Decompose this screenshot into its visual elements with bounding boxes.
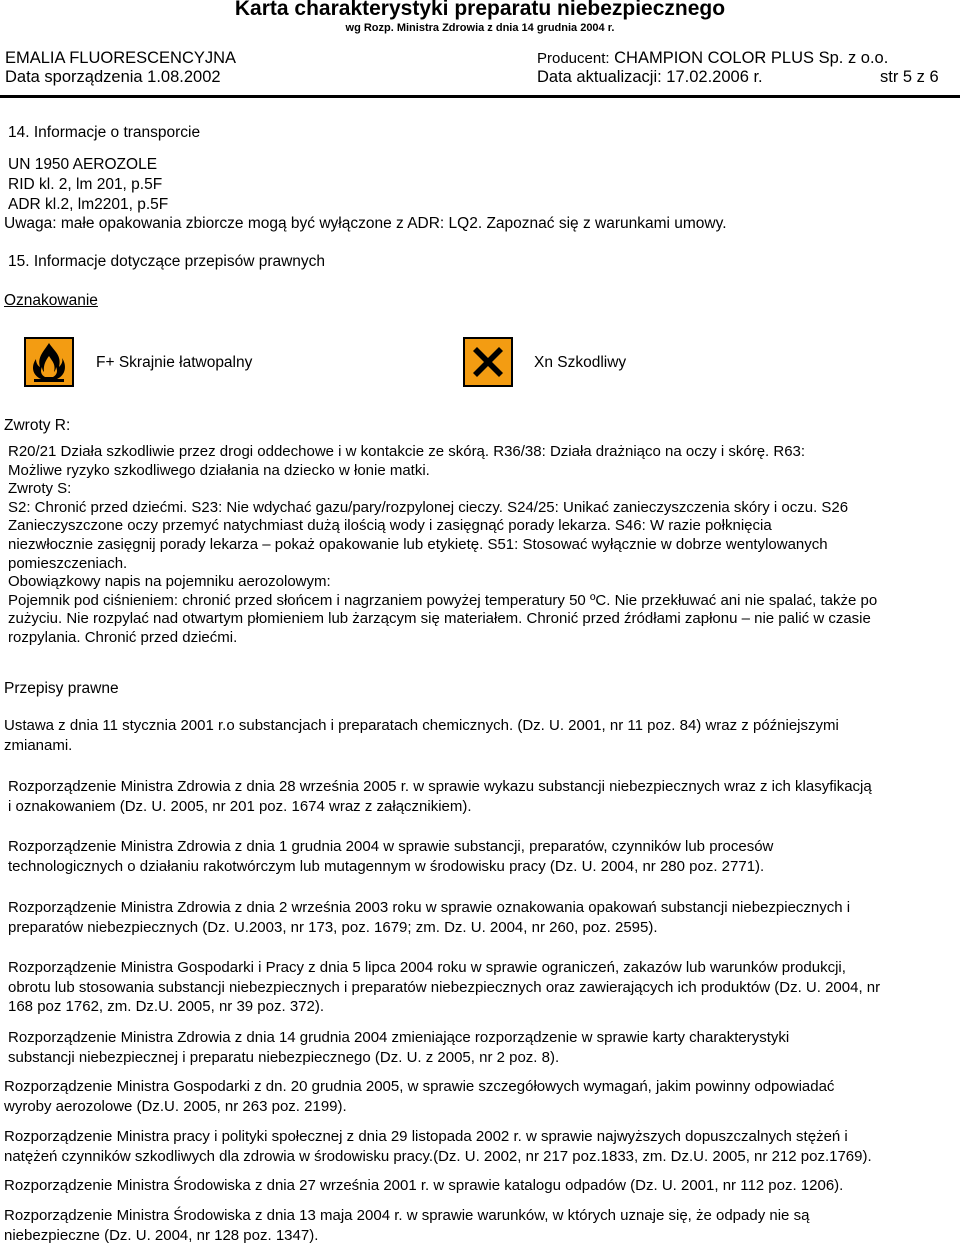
law-item xyxy=(4,1127,960,1166)
product-name: EMALIA FLUORESCENCYJNA xyxy=(5,49,237,67)
aerosol-label: Obowiązkowy napis na pojemniku aerozolowym: xyxy=(8,573,331,591)
transport-line: RID kl. 2, lm 201, p.5F xyxy=(8,176,163,193)
flame-icon xyxy=(24,337,74,387)
transport-line: ADR kl.2, lm2201, p.5F xyxy=(8,196,169,213)
document-subtitle: wg Rozp. Ministra Zdrowia z dnia 14 grudnia 2004 r. xyxy=(345,22,615,34)
law-line: zmianami. xyxy=(4,736,73,754)
created-date: Data sporządzenia 1.08.2002 xyxy=(5,68,221,86)
document-title: Karta charakterystyki preparatu niebezpiecznego xyxy=(234,0,726,20)
producer-label: Producent: xyxy=(537,50,610,67)
hazard-label-extremely-flammable: F+ Skrajnie łatwopalny xyxy=(96,354,253,371)
law-line: Rozporządzenie Ministra Gospodarki z dn. 20 grudnia 2005, w sprawie szczegółowych wymagań, jakim powinny odpowiadać xyxy=(4,1078,835,1095)
updated-date: Data aktualizacji: 17.02.2006 r. xyxy=(537,68,763,86)
phrase-line: pomieszczeniach. xyxy=(8,554,128,572)
law-line: Rozporządzenie Ministra Zdrowia z dnia 14 grudnia 2004 zmieniające rozporządzenie w sprawie karty charakterystyki xyxy=(8,1029,790,1046)
section-14-heading: 14. Informacje o transporcie xyxy=(8,124,201,141)
law-item xyxy=(8,958,960,1017)
law-line: Rozporządzenie Ministra Środowiska z dnia 27 września 2001 r. w sprawie katalogu odpadów (Dz. U. 2001, nr 112 poz. 1206). xyxy=(4,1177,844,1194)
law-line: wyroby aerozolowe (Dz.U. 2005, nr 263 poz. 2199). xyxy=(4,1097,347,1115)
transport-note: Uwaga: małe opakowania zbiorcze mogą być wyłączone z ADR: LQ2. Zapoznać się z warunkami umowy. xyxy=(4,215,727,232)
law-line: Ustawa z dnia 11 stycznia 2001 r.o substancjach i preparatach chemicznych. (Dz. U. 2001, nr 11 poz. 84) wraz z późniejszymi xyxy=(4,717,839,734)
phrase-line: S2: Chronić przed dziećmi. S23: Nie wdychać gazu/pary/rozpylonej cieczy. S24/25: Unikać zanieczyszczenia skóry i oczu. S26 xyxy=(8,498,849,516)
producer-name: CHAMPION COLOR PLUS Sp. z o.o. xyxy=(614,49,889,67)
phrase-line: zużyciu. Nie rozpylać nad otwartym płomieniem lub żarzącym się materiałem. Chronić przed źródłami zapłonu – nie palić w czasie xyxy=(8,610,871,628)
law-item xyxy=(4,1176,960,1196)
phrase-line: Zanieczyszczone oczy przemyć natychmiast dużą ilością wody i zasięgnąć porady lekarza. S46: W razie połknięcia xyxy=(8,517,772,535)
producer-info xyxy=(537,48,888,69)
phrase-line: Możliwe ryzyko szkodliwego działania na dziecko w łonie matki. xyxy=(8,461,430,479)
labeling-label: Oznakowanie xyxy=(4,292,98,309)
law-item xyxy=(4,1077,960,1116)
phrase-line: Pojemnik pod ciśnieniem: chronić przed słońcem i nagrzaniem powyżej temperatury 50 ºC. Nie przekłuwać ani nie spalać, także po xyxy=(8,591,878,609)
header-divider xyxy=(0,95,960,98)
hazard-label-harmful: Xn Szkodliwy xyxy=(534,354,627,371)
page-number: str 5 z 6 xyxy=(880,68,939,86)
r-phrases-label: Zwroty R: xyxy=(4,417,71,434)
law-line: 168 poz 1762, zm. Dz.U. 2005, nr 39 poz. 372). xyxy=(8,998,325,1015)
x-cross-icon xyxy=(463,337,513,387)
s-phrases-label: Zwroty S: xyxy=(8,480,72,498)
phrases-block xyxy=(8,443,960,648)
law-line: niebezpieczne (Dz. U. 2004, nr 128 poz. 1347). xyxy=(4,1226,319,1244)
law-line: preparatów niebezpiecznych (Dz. U.2003, nr 173, poz. 1679; zm. Dz. U. 2004, nr 260, poz. 2595). xyxy=(8,918,658,936)
law-line: Rozporządzenie Ministra Gospodarki i Pracy z dnia 5 lipca 2004 roku w sprawie ograniczeń, zakazów lub warunków produkcji, xyxy=(8,959,846,976)
law-item xyxy=(8,898,960,937)
law-line: i oznakowaniem (Dz. U. 2005, nr 201 poz. 1674 wraz z załącznikiem). xyxy=(8,797,472,815)
law-line: obrotu lub stosowania substancji niebezpiecznych i preparatów niebezpiecznych oraz zawierających ich produktów (Dz. U. 2004, nr xyxy=(8,978,881,996)
phrase-line: R20/21 Działa szkodliwie przez drogi oddechowe i w kontakcie ze skórą. R36/38: Działa drażniąco na oczy i skórę. R63: xyxy=(8,443,806,460)
law-item xyxy=(8,777,960,816)
phrase-line: niezwłocznie zasięgnij porady lekarza – pokaż opakowanie lub etykietę. S51: Stosować wyłącznie w dobrze wentylowanych xyxy=(8,535,828,553)
phrase-line: rozpylania. Chronić przed dziećmi. xyxy=(8,628,238,646)
transport-line: UN 1950 AEROZOLE xyxy=(8,156,158,173)
law-line: Rozporządzenie Ministra pracy i polityki społecznej z dnia 29 listopada 2002 r. w sprawie najwyższych dopuszczalnych stężeń i xyxy=(4,1128,848,1145)
law-item xyxy=(8,1028,960,1067)
laws-label: Przepisy prawne xyxy=(4,680,119,697)
law-item xyxy=(4,1206,960,1245)
law-line: substancji niebezpiecznej i preparatu niebezpiecznego (Dz. U. z 2005, nr 2 poz. 8). xyxy=(8,1048,560,1066)
law-line: Rozporządzenie Ministra Zdrowia z dnia 2 września 2003 roku w sprawie oznakowania opakowań substancji niebezpiecznych i xyxy=(8,899,851,916)
law-line: natężeń czynników szkodliwych dla zdrowia w środowisku pracy.(Dz. U. 2002, nr 217 poz.1833, zm. Dz.U. 2005, nr 212 poz.1769). xyxy=(4,1147,872,1165)
law-item xyxy=(4,716,960,755)
law-line: Rozporządzenie Ministra Zdrowia z dnia 1 grudnia 2004 w sprawie substancji, preparatów, czynników lub procesów xyxy=(8,838,774,855)
section-15-heading: 15. Informacje dotyczące przepisów prawnych xyxy=(8,253,326,270)
law-item xyxy=(8,837,960,876)
law-line: Rozporządzenie Ministra Zdrowia z dnia 28 września 2005 r. w sprawie wykazu substancji niebezpiecznych wraz z ich klasyfikacją xyxy=(8,778,872,795)
law-line: Rozporządzenie Ministra Środowiska z dnia 13 maja 2004 r. w sprawie warunków, w których uznaje się, że odpady nie są xyxy=(4,1207,810,1224)
law-line: technologicznych o działaniu rakotwórczym lub mutagennym w środowisku pracy (Dz. U. 2004, nr 280 poz. 2771). xyxy=(8,857,765,875)
